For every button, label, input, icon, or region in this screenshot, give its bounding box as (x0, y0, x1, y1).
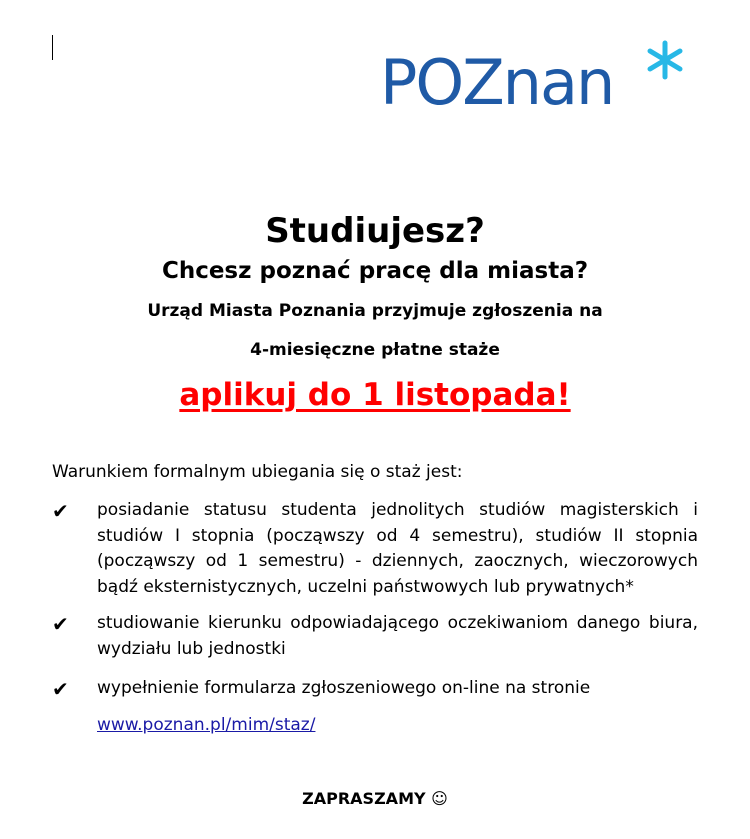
requirement-item (52, 676, 698, 702)
asterisk-star-icon (645, 40, 685, 80)
requirement-text: wypełnienie formularza zgłoszeniowego on-line na stronie (97, 678, 591, 698)
requirement-text: studiowanie kierunku odpowiadającego oczekiwaniom danego biura, wydziału lub jednostki (97, 613, 698, 659)
requirement-item (52, 611, 698, 662)
requirement-item (52, 498, 698, 600)
closing-text (0, 789, 750, 808)
logo-text: POZnan (380, 46, 614, 119)
checkmark-icon: ✔ (52, 677, 69, 701)
requirements-intro: Warunkiem formalnym ubiegania się o staż jest: (52, 462, 463, 482)
checkmark-icon: ✔ (52, 612, 69, 636)
poznan-logo (380, 40, 690, 122)
page-subtitle: Chcesz poznać pracę dla miasta? (161, 258, 589, 284)
requirement-text: posiadanie statusu studenta jednolitych studiów magisterskich i studiów I stopnia (począwszy od 4 semestru), studiów II stopnia (począwszy od 1 semestru) - dziennych, zaocznych, wieczorowych bądź eksternistycznych, uczelni państwowych lub prywatnych* (97, 500, 698, 597)
announcement-line-1: Urząd Miasta Poznania przyjmuje zgłoszenia na (147, 301, 603, 321)
page-title: Studiujesz? (265, 211, 485, 251)
smiley-icon: ☺ (431, 789, 448, 808)
application-link[interactable]: www.poznan.pl/mim/staz/ (97, 715, 316, 735)
closing-label: ZAPRASZAMY (302, 789, 426, 808)
text-cursor (52, 35, 53, 60)
deadline-notice: aplikuj do 1 listopada! (179, 377, 571, 413)
announcement-line-2: 4-miesięczne płatne staże (250, 340, 500, 360)
checkmark-icon: ✔ (52, 499, 69, 523)
